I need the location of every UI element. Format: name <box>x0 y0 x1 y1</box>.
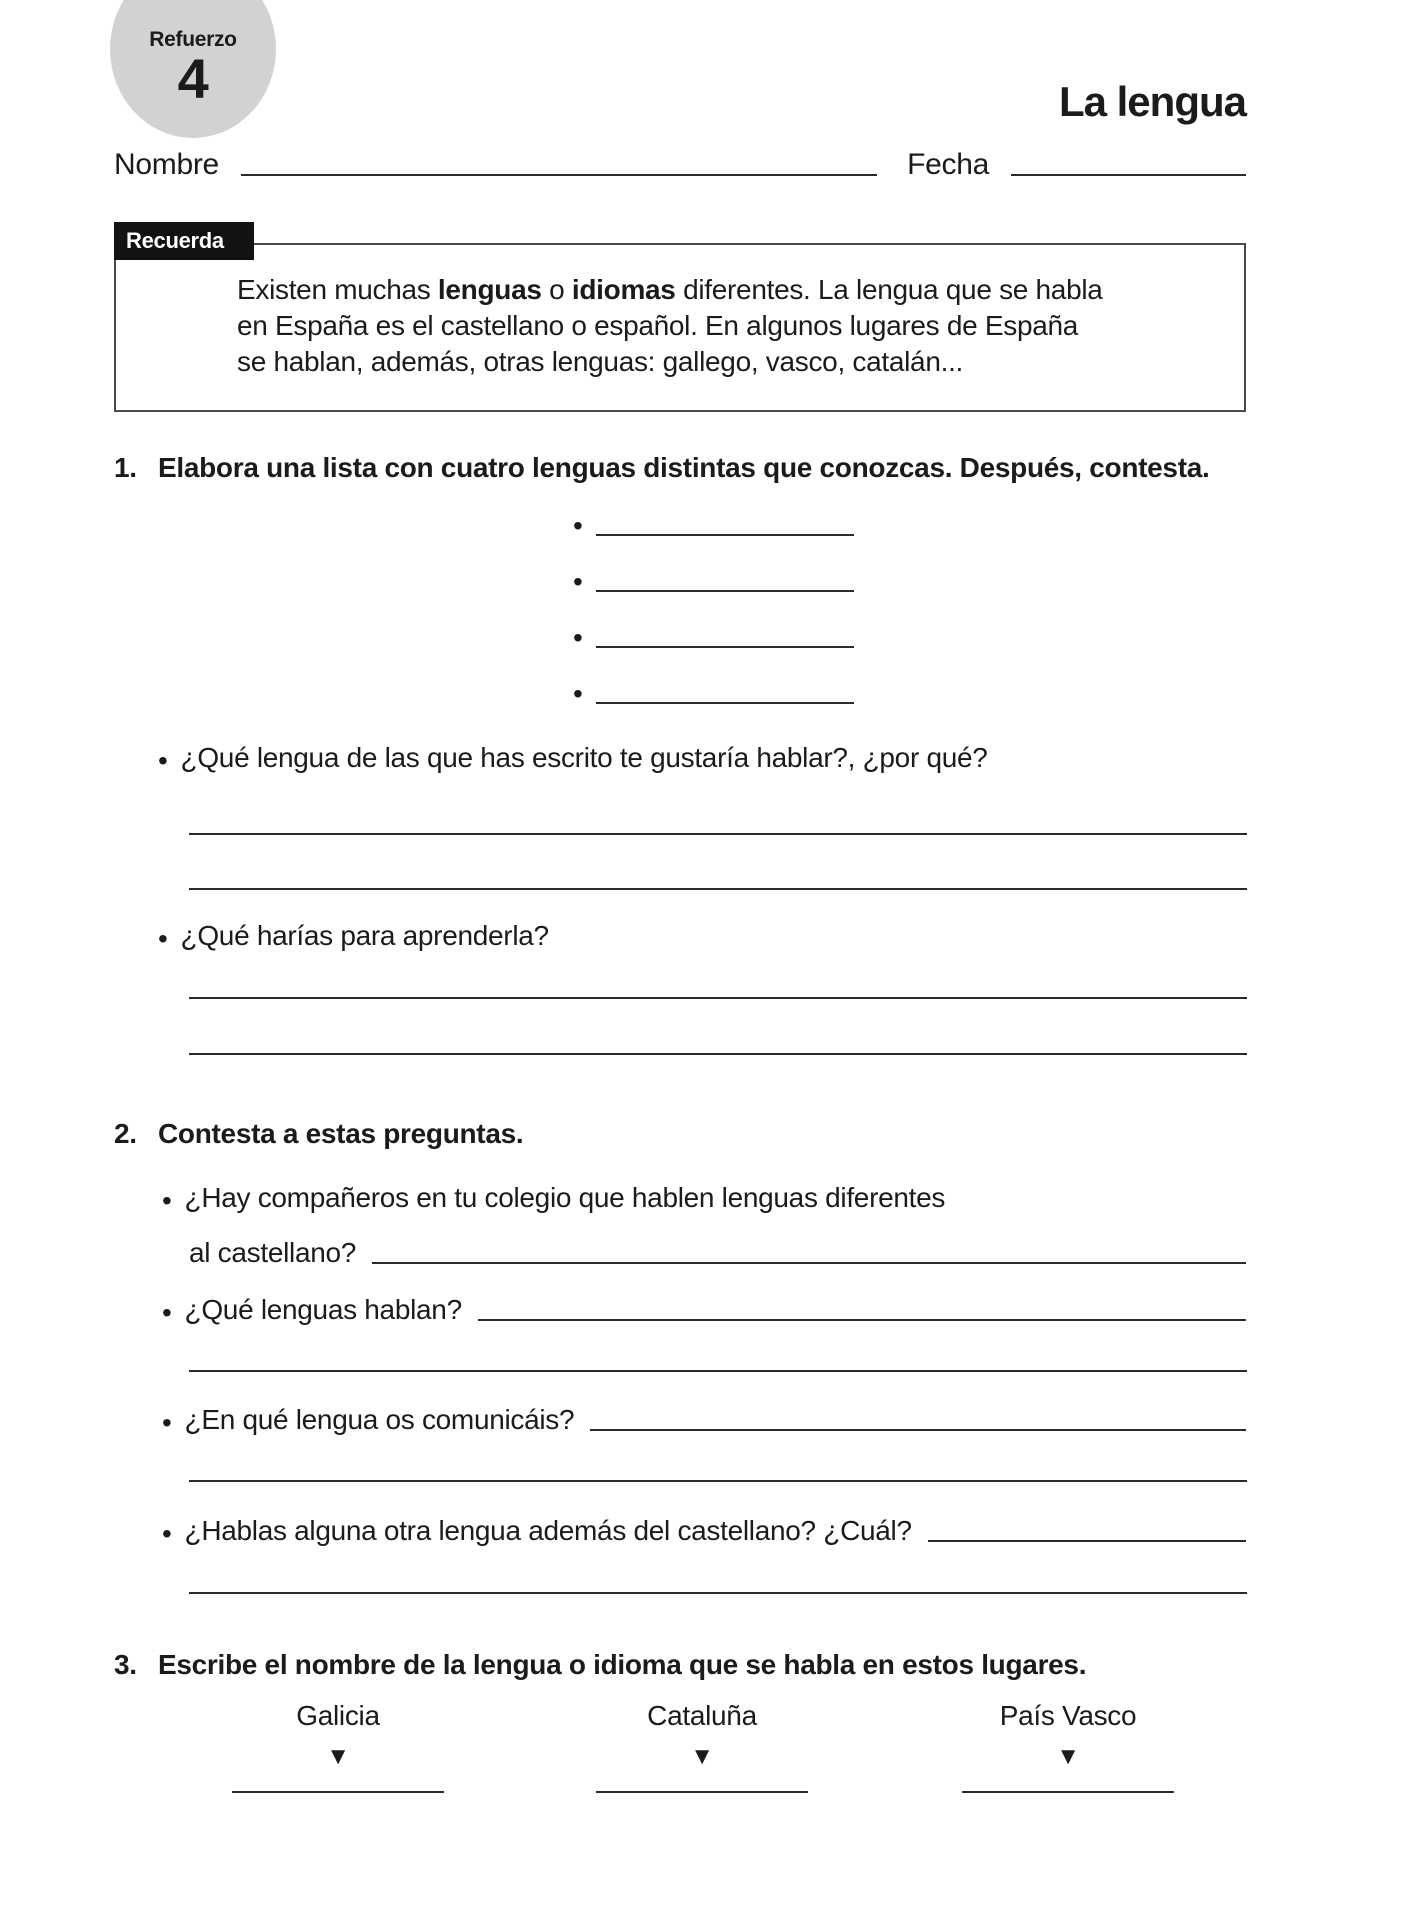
language-blank-line <box>596 590 854 592</box>
answer-line <box>189 888 1247 890</box>
inline-answer-line <box>372 1262 1246 1264</box>
exercise-2-number: 2. <box>114 1118 137 1149</box>
question-text: ¿Hablas alguna otra lengua además del castellano? ¿Cuál? <box>184 1515 912 1546</box>
language-blank-line <box>596 702 854 704</box>
question-text: al castellano? <box>189 1237 357 1268</box>
date-blank-line <box>1011 174 1246 176</box>
exercise-2-question-3 <box>162 1403 1246 1437</box>
place-column-galicia <box>198 1700 478 1793</box>
question-text: ¿Qué harías para aprenderla? <box>180 920 549 951</box>
exercise-3-number: 3. <box>114 1649 137 1680</box>
question-text: ¿En qué lengua os comunicáis? <box>184 1404 575 1435</box>
exercise-2-question-2 <box>162 1293 1246 1327</box>
name-label: Nombre <box>114 148 219 181</box>
language-list-item <box>573 622 854 653</box>
inline-answer-line <box>928 1540 1246 1542</box>
bullet-icon: • <box>158 922 168 954</box>
language-blank-line <box>596 646 854 648</box>
arrow-down-icon: ▼ <box>326 1743 350 1770</box>
recall-tab: Recuerda <box>114 222 254 260</box>
badge-number: 4 <box>177 47 209 110</box>
exercise-2-question-4 <box>162 1514 1246 1548</box>
exercise-2-prompt: Contesta a estas preguntas. <box>158 1118 524 1149</box>
arrow-down-icon: ▼ <box>690 1743 714 1770</box>
question-text: ¿Qué lengua de las que has escrito te gustaría hablar?, ¿por qué? <box>180 742 988 773</box>
bullet-icon: • <box>573 566 583 597</box>
answer-line <box>189 997 1247 999</box>
inline-answer-line <box>478 1319 1246 1321</box>
exercise-1-number: 1. <box>114 452 137 483</box>
exercise-1-question-1 <box>158 741 988 775</box>
place-column-cataluna <box>562 1700 842 1793</box>
language-list-item <box>573 678 854 709</box>
name-date-row <box>114 148 1246 181</box>
inline-answer-line <box>590 1429 1246 1431</box>
question-text: ¿Qué lenguas hablan? <box>184 1294 462 1325</box>
place-column-pais-vasco <box>928 1700 1208 1793</box>
name-blank-line <box>241 174 877 176</box>
language-blank-line <box>596 534 854 536</box>
bullet-icon: • <box>573 510 583 541</box>
exercise-3-heading <box>114 1649 1086 1681</box>
bullet-icon: • <box>162 1517 172 1549</box>
exercise-1-heading <box>114 452 1209 484</box>
arrow-down-icon: ▼ <box>1056 1743 1080 1770</box>
place-label: País Vasco <box>999 1700 1137 1731</box>
answer-blank <box>962 1791 1174 1793</box>
bullet-icon: • <box>162 1184 172 1216</box>
bullet-icon: • <box>162 1406 172 1438</box>
language-list <box>573 510 854 738</box>
answer-line <box>189 1480 1247 1482</box>
answer-line <box>189 1053 1247 1055</box>
place-label: Cataluña <box>647 1700 757 1731</box>
place-label: Galicia <box>296 1700 380 1731</box>
bullet-icon: • <box>158 744 168 776</box>
question-text: ¿Hay compañeros en tu colegio que hablen lenguas diferentes <box>184 1182 946 1213</box>
answer-blank <box>232 1791 444 1793</box>
exercise-1-prompt: Elabora una lista con cuatro lenguas distintas que conozcas. Después, contesta. <box>158 452 1210 483</box>
language-list-item <box>573 510 854 541</box>
page-title: La lengua <box>1058 78 1246 125</box>
bullet-icon: • <box>573 622 583 653</box>
exercise-2-heading <box>114 1118 523 1150</box>
date-label: Fecha <box>907 148 989 181</box>
answer-line <box>189 1592 1247 1594</box>
answer-line <box>189 1370 1247 1372</box>
recall-line-2: en España es el castellano o español. En algunos lugares de España <box>237 310 1079 341</box>
recall-line-3: se hablan, además, otras lenguas: gallego, vasco, catalán... <box>237 346 964 377</box>
exercise-3-prompt: Escribe el nombre de la lengua o idioma que se habla en estos lugares. <box>158 1649 1087 1680</box>
badge-label: Refuerzo <box>149 28 237 51</box>
bullet-icon: • <box>573 678 583 709</box>
recall-text <box>237 272 1232 380</box>
exercise-1-question-2 <box>158 919 549 953</box>
exercise-2-question-1-line-1 <box>162 1181 945 1215</box>
language-list-item <box>573 566 854 597</box>
exercise-2-question-1-line-2 <box>189 1236 1246 1270</box>
recall-line-1: Existen muchas lenguas o idiomas diferentes. La lengua que se habla <box>237 274 1103 305</box>
answer-line <box>189 833 1247 835</box>
bullet-icon: • <box>162 1296 172 1328</box>
answer-blank <box>596 1791 808 1793</box>
